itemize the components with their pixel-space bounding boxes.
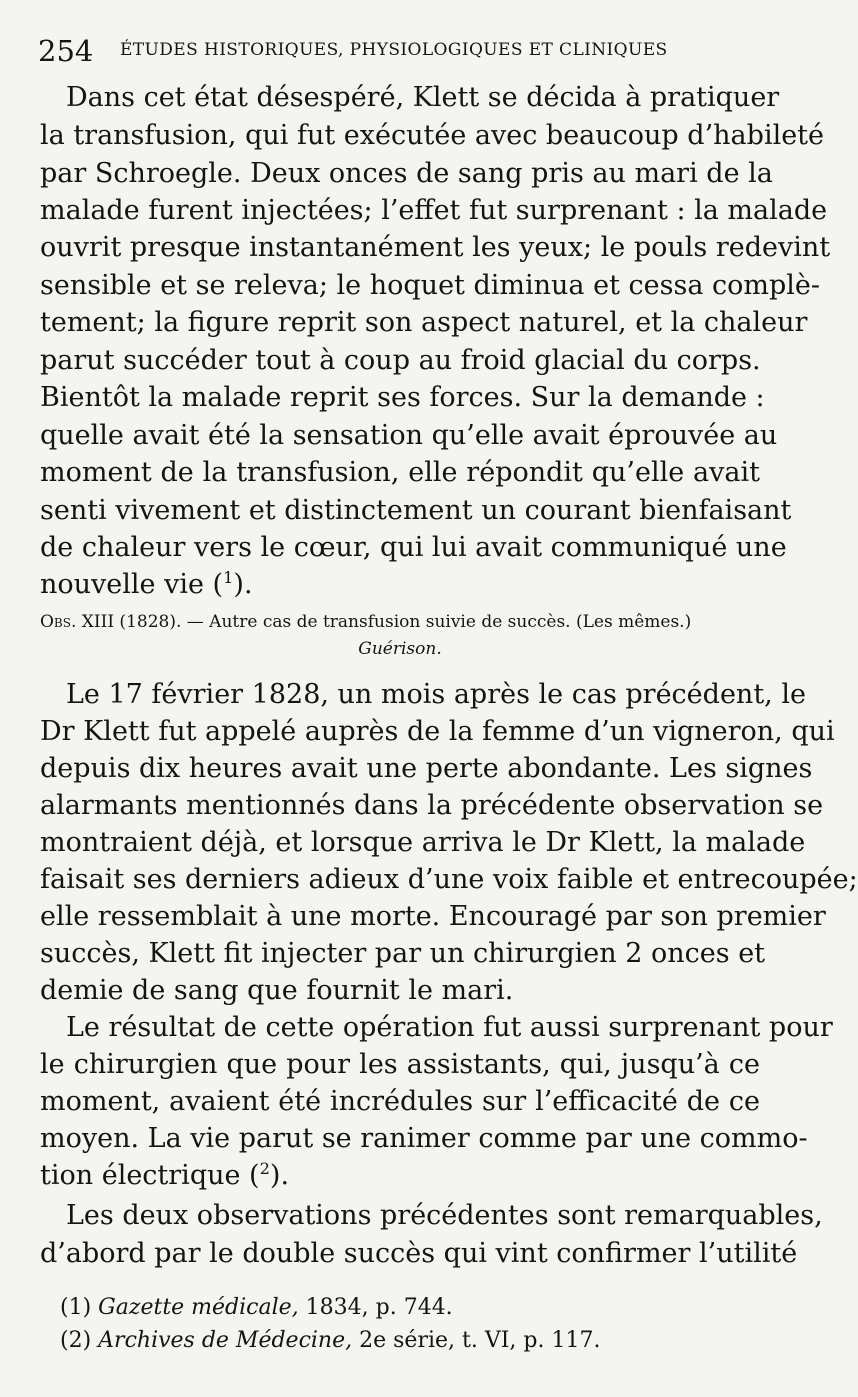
observation-outcome: Guérison. xyxy=(358,639,442,659)
text-line: faisait ses derniers adieux d’une voix faible et entrecoupée; xyxy=(40,864,858,895)
text-line: sensible et se releva; le hoquet diminua et cessa complè- xyxy=(40,270,820,301)
text-line: succès, Klett fit injecter par un chirurgien 2 onces et xyxy=(40,938,766,969)
text-line: tement; la figure reprit son aspect naturel, et la chaleur xyxy=(40,307,808,338)
observation-label: Obs. XIII (1828). xyxy=(40,612,182,632)
text-line: depuis dix heures avait une perte abondante. Les signes xyxy=(40,753,813,784)
page-header xyxy=(38,30,768,70)
footnote-mark: (2) xyxy=(60,1328,92,1353)
text-line: nouvelle vie ($^1$). xyxy=(40,568,253,600)
text-line: senti vivement et distinctement un courant bienfaisant xyxy=(40,495,792,526)
text-line: Les deux observations précédentes sont remarquables, xyxy=(66,1200,823,1231)
running-title: ÉTUDES HISTORIQUES, PHYSIOLOGIQUES ET CLINIQUES xyxy=(120,40,668,60)
text-line: Le résultat de cette opération fut aussi surprenant pour xyxy=(66,1012,833,1043)
text-line: moment, avaient été incrédules sur l’efficacité de ce xyxy=(40,1086,760,1117)
text-line: Le 17 février 1828, un mois après le cas précédent, le xyxy=(66,679,806,710)
text-line: quelle avait été la sensation qu’elle avait éprouvée au xyxy=(40,420,778,451)
footnote-source: Gazette médicale, xyxy=(98,1295,299,1320)
footnote-ref: 1 xyxy=(223,568,234,587)
text-line: alarmants mentionnés dans la précédente observation se xyxy=(40,790,824,821)
text-line: moment de la transfusion, elle répondit qu’elle avait xyxy=(40,457,760,488)
footnote: (1) Gazette médicale, 1834, p. 744. xyxy=(60,1295,453,1320)
text-line: ouvrit presque instantanément les yeux; le pouls redevint xyxy=(40,232,831,263)
footnote: (2) Archives de Médecine, 2e série, t. VI, p. 117. xyxy=(60,1328,601,1353)
observation-heading xyxy=(40,610,760,634)
text-line: Dr Klett fut appelé auprès de la femme d’un vigneron, qui xyxy=(40,716,835,747)
text-line: de chaleur vers le cœur, qui lui avait communiqué une xyxy=(40,532,787,563)
text-line: Dans cet état désespéré, Klett se décida à pratiquer xyxy=(66,82,780,113)
footnote-ref: 2 xyxy=(259,1159,270,1178)
text-line: Bientôt la malade reprit ses forces. Sur la demande : xyxy=(40,382,765,413)
text-line: le chirurgien que pour les assistants, qui, jusqu’à ce xyxy=(40,1049,760,1080)
text-line: montraient déjà, et lorsque arriva le Dr Klett, la malade xyxy=(40,827,806,858)
text-line: parut succéder tout à coup au froid glacial du corps. xyxy=(40,345,761,376)
text-line: malade furent injectées; l’effet fut surprenant : la malade xyxy=(40,195,828,226)
text-line: par Schroegle. Deux onces de sang pris au mari de la xyxy=(40,158,773,189)
text-line: demie de sang que fournit le mari. xyxy=(40,975,514,1006)
text-line: d’abord par le double succès qui vint confirmer l’utilité xyxy=(40,1238,798,1269)
text-line: elle ressemblait à une morte. Encouragé par son premier xyxy=(40,901,826,932)
page-number: 254 xyxy=(38,34,94,68)
text-line: tion électrique ($^2$). xyxy=(40,1159,290,1191)
text-line: moyen. La vie parut se ranimer comme par une commo- xyxy=(40,1123,808,1154)
footnote-source: Archives de Médecine, xyxy=(98,1328,353,1353)
text-line: la transfusion, qui fut exécutée avec beaucoup d’habileté xyxy=(40,120,825,151)
observation-title: — Autre cas de transfusion suivie de succès. (Les mêmes.) xyxy=(181,612,692,632)
footnote-mark: (1) xyxy=(60,1295,92,1320)
